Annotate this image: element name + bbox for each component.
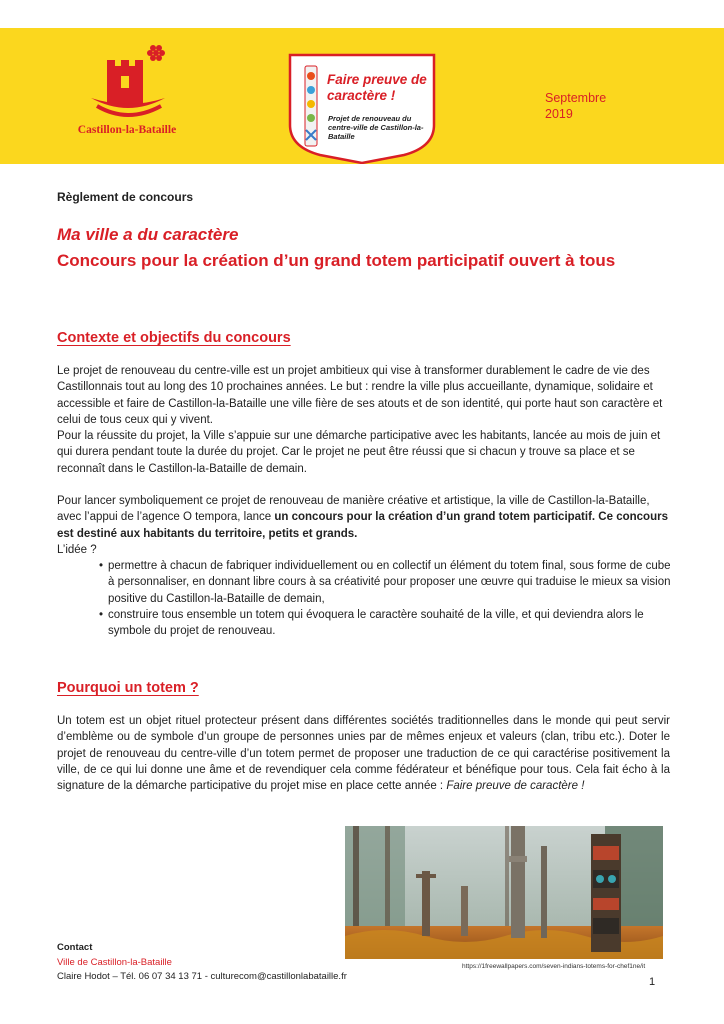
list-item: • permettre à chacun de fabriquer individuellement ou en collectif un élément du totem final, sous forme de cube à personnaliser, en donnant libre cours à sa créativité pour proposer une œuvre qui traduise le mieux sa vision positive du Castillon-la-Bataille de demain,: [102, 558, 672, 607]
idea-label: L’idée ?: [57, 544, 97, 556]
list-item: • construire tous ensemble un totem qui évoquera le caractère souhaité de la ville, et qui deviendra alors le symbole du projet de renouveau.: [102, 607, 672, 640]
contact-organization: Ville de Castillon-la-Bataille: [57, 957, 172, 968]
document-label: Règlement de concours: [57, 190, 194, 204]
contact-details: Claire Hodot – Tél. 06 07 34 13 71 - culturecom@castillonlabataille.fr: [57, 971, 347, 982]
p3-normal-text: Pour lancer symboliquement ce projet de renouveau de manière créative et artistique, la ville de Castillon-la-Bataille, avec l’appui de l’agence O tempora, lance: [57, 495, 650, 524]
photo-caption: https://1freewallpapers.com/seven-indians-totems-for-chef1ne/it: [462, 963, 646, 970]
badge-subtitle: Projet de renouveau du centre-ville de Castillon-la-Bataille: [328, 114, 424, 141]
totem-signature: Faire preuve de caractère !: [446, 780, 585, 793]
section-heading-totem: Pourquoi un totem ?: [57, 680, 199, 696]
contact-label: Contact: [57, 942, 93, 953]
context-paragraph-1: Le projet de renouveau du centre-ville est un projet ambitieux qui vise à transformer durablement le cadre de vie des Castillonnais tout au long des 10 prochaines années. Le but : rendre la ville plus accueillante, dynamique, solidaire et accessible et faire de Castillon-la-Bataille une ville fière de ses atouts et de son identité, qui porte haut son caractère et celui de tous ceux qui y vivent.: [57, 365, 663, 426]
context-paragraph-3: [57, 493, 670, 542]
town-name: Castillon-la-Bataille: [77, 124, 177, 136]
page-number: 1: [649, 976, 656, 988]
title-line-2: Concours pour la création d’un grand totem participatif ouvert à tous: [57, 251, 616, 270]
totem-photo: [345, 826, 663, 959]
totem-paragraph: [57, 713, 670, 794]
title-line-1: Ma ville a du caractère: [57, 225, 239, 244]
document-date: Septembre 2019: [545, 91, 607, 121]
section-heading-context: Contexte et objectifs du concours: [57, 330, 291, 346]
campaign-badge: [287, 52, 437, 164]
totem-text: Un totem est un objet rituel protecteur présent dans différentes sociétés traditionnelles dans le monde qui peut servir d’emblème ou de symbole d’un groupe de personnes unies par de mêmes enjeux et valeurs (clan, tribu etc.). Doter le projet de renouveau du centre-ville d’un totem permet de proposer une traduction de ce qui caractérise positivement la ville, de ce qui lui donne une âme et de revendiquer cela comme fédérateur et bénéfique pour tous. Cela fait écho à la signature de la démarche participative du projet mise en place cette année :: [57, 715, 670, 793]
castle-icon: [83, 40, 173, 120]
idea-bullet-list: [102, 558, 672, 639]
p3-bold-text: un concours pour la création d’un grand totem participatif. Ce concours est destiné aux habitants du territoire, petits et grands.: [57, 511, 668, 540]
badge-title: Faire preuve de caractère !: [327, 72, 427, 103]
context-paragraph-2: Pour la réussite du projet, la Ville s’appuie sur une démarche participative avec les habitants, lancée au mois de juin et qui durera pendant toute la durée du projet. Car le projet ne peut être réussi que si chacun y trouve sa place et se reconnaît dans le Castillon-la-Bataille de demain.: [57, 430, 661, 475]
